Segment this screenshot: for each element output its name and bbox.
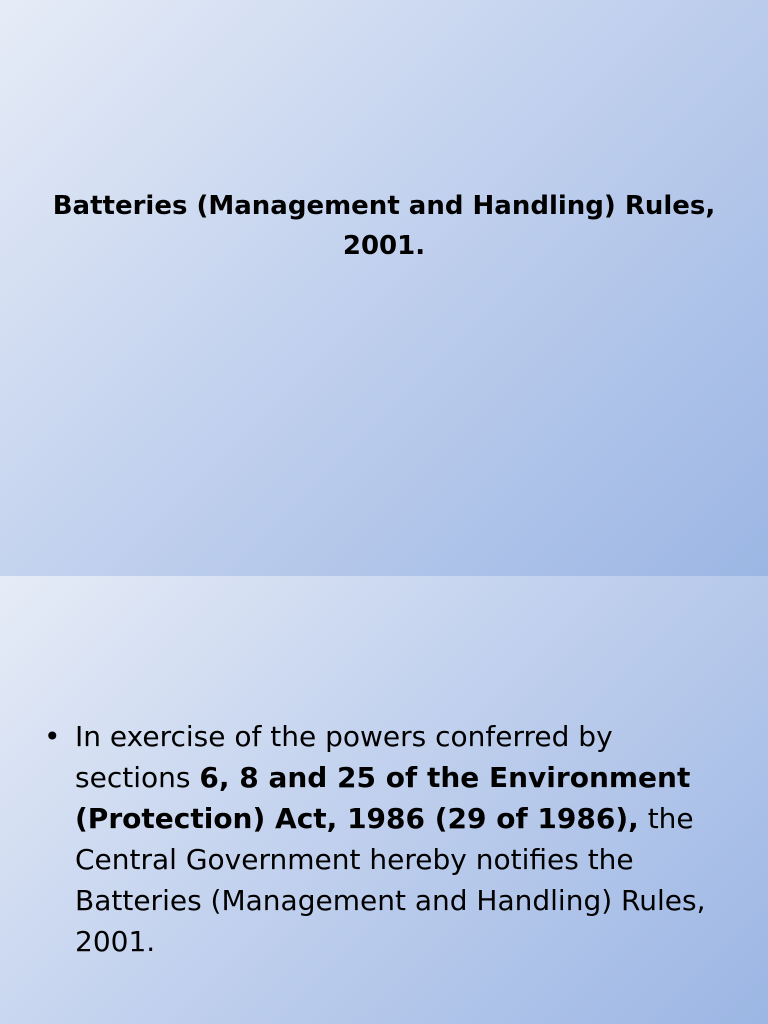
title-line-2: 2001.: [342, 231, 426, 261]
bullet-line-4: [75, 839, 734, 880]
bullet-line-2-prefix: sections: [75, 761, 200, 794]
bullet-line-6: [75, 921, 734, 962]
bullet-text: [75, 716, 734, 962]
bullet-line-1-text: In exercise of the powers conferred by: [75, 720, 613, 753]
bullet-line-3-bold: (Protection) Act, 1986 (29 of 1986),: [75, 802, 639, 835]
bullet-item: [44, 716, 734, 962]
bullet-line-1: [75, 716, 734, 757]
title-line-1: Batteries (Management and Handling) Rules,: [52, 191, 716, 221]
bullet-line-5-text: Batteries (Management and Handling) Rules,: [75, 884, 706, 917]
bullet-line-4-text: Central Government hereby notifies the: [75, 843, 634, 876]
slide-content: [0, 576, 768, 1024]
bullet-line-3: [75, 798, 734, 839]
bullet-line-5: [75, 880, 734, 921]
bullet-dot-icon: •: [44, 720, 61, 753]
slide-title-heading: [40, 186, 728, 266]
bullet-line-6-text: 2001.: [75, 925, 156, 958]
bullet-line-2-bold: 6, 8 and 25 of the Environment: [199, 761, 691, 794]
bullet-line-3-suffix: the: [638, 802, 694, 835]
bullet-line-2: [75, 757, 734, 798]
